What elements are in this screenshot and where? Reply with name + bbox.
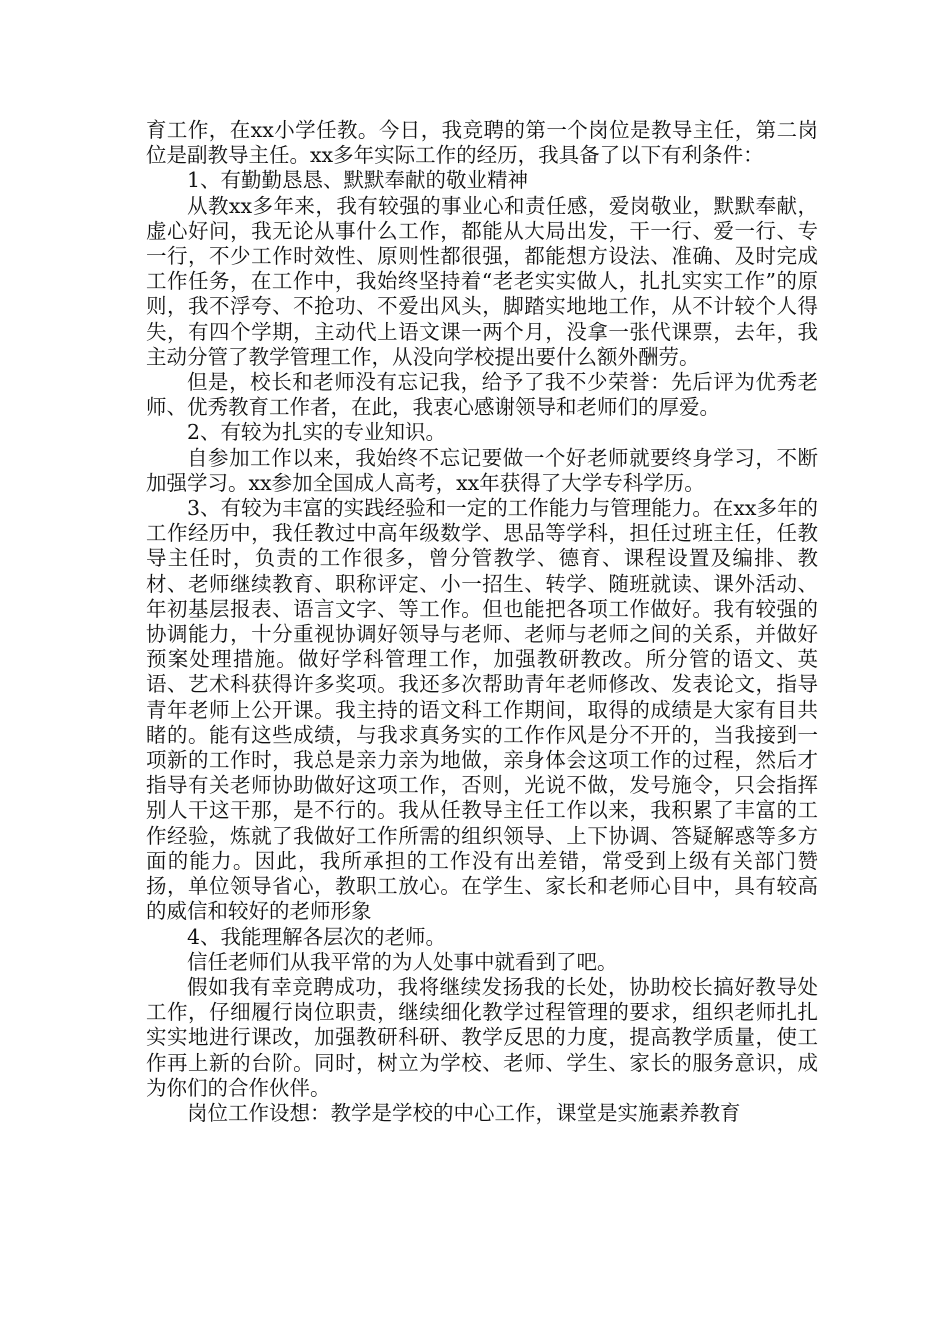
section-heading-1: 1、有勤勤恳恳、默默奉献的敬业精神: [187, 168, 529, 193]
paragraph-intro: 育工作，在xx小学任教。今日，我竞聘的第一个岗位是教导主任，第二岗位是副教导主任。xx多年实际工作的经历，我具备了以下有利条件：: [146, 118, 818, 168]
section-heading-4: 4、我能理解各层次的老师。: [187, 924, 447, 949]
paragraph-plan: 假如我有幸竞聘成功，我将继续发扬我的长处，协助校长搞好教导处工作，仔细履行岗位职责，继续细化教学过程管理的要求，组织老师扎扎实实地进行课改，加强教研科研、教学反思的力度，提高教学质量，使工作再上新的台阶。同时，树立为学校、老师、学生、家长的服务意识，成为你们的合作伙伴。: [146, 974, 818, 1100]
paragraph-study: 自参加工作以来，我始终不忘记要做一个好老师就要终身学习，不断加强学习。xx参加全国成人高考，xx年获得了大学专科学历。: [146, 445, 818, 495]
section-heading-2: 2、有较为扎实的专业知识。: [187, 420, 447, 445]
paragraph-honors: 但是，校长和老师没有忘记我，给予了我不少荣誉：先后评为优秀老师、优秀教育工作者，在此，我衷心感谢领导和老师们的厚爱。: [146, 370, 818, 420]
paragraph-experience: 3、有较为丰富的实践经验和一定的工作能力与管理能力。在xx多年的工作经历中，我任教过中高年级数学、思品等学科，担任过班主任，任教导主任时，负责的工作很多，曾分管教学、德育、课程设置及编排、教材、老师继续教育、职称评定、小一招生、转学、随班就读、课外活动、年初基层报表、语言文字、等工作。但也能把各项工作做好。我有较强的协调能力，十分重视协调好领导与老师、老师与老师之间的关系，并做好预案处理措施。做好学科管理工作，加强教研教改。所分管的语文、英语、艺术科获得许多奖项。我还多次帮助青年老师修改、发表论文，指导青年老师上公开课。我主持的语文科工作期间，取得的成绩是大家有目共睹的。能有这些成绩，与我求真务实的工作作风是分不开的，当我接到一项新的工作时，我总是亲力亲为地做，亲身体会这项工作的过程，然后才指导有关老师协助做好这项工作，否则，光说不做，发号施令，只会指挥别人干这干那，是不行的。我从任教导主任工作以来，我积累了丰富的工作经验，炼就了我做好工作所需的组织领导、上下协调、答疑解惑等多方面的能力。因此，我所承担的工作没有出差错，常受到上级有关部门赞扬，单位领导省心，教职工放心。在学生、家长和老师心目中，具有较高的威信和较好的老师形象: [146, 496, 818, 924]
document-page: [146, 118, 818, 1126]
paragraph-dedication: 从教xx多年来，我有较强的事业心和责任感，爱岗敬业，默默奉献，虚心好问，我无论从事什么工作，都能从大局出发，干一行、爱一行、专一行，不少工作时效性、原则性都很强，都能想方设法、准确、及时完成工作任务，在工作中，我始终坚持着“老老实实做人，扎扎实实工作”的原则，我不浮夸、不抢功、不爱出风头，脚踏实地地工作，从不计较个人得失，有四个学期，主动代上语文课一两个月，没拿一张代课票，去年，我主动分管了教学管理工作，从没向学校提出要什么额外酬劳。: [146, 193, 818, 369]
paragraph-vision: 岗位工作设想：教学是学校的中心工作，课堂是实施素养教育: [187, 1100, 741, 1125]
paragraph-trust: 信任老师们从我平常的为人处事中就看到了吧。: [187, 949, 618, 974]
